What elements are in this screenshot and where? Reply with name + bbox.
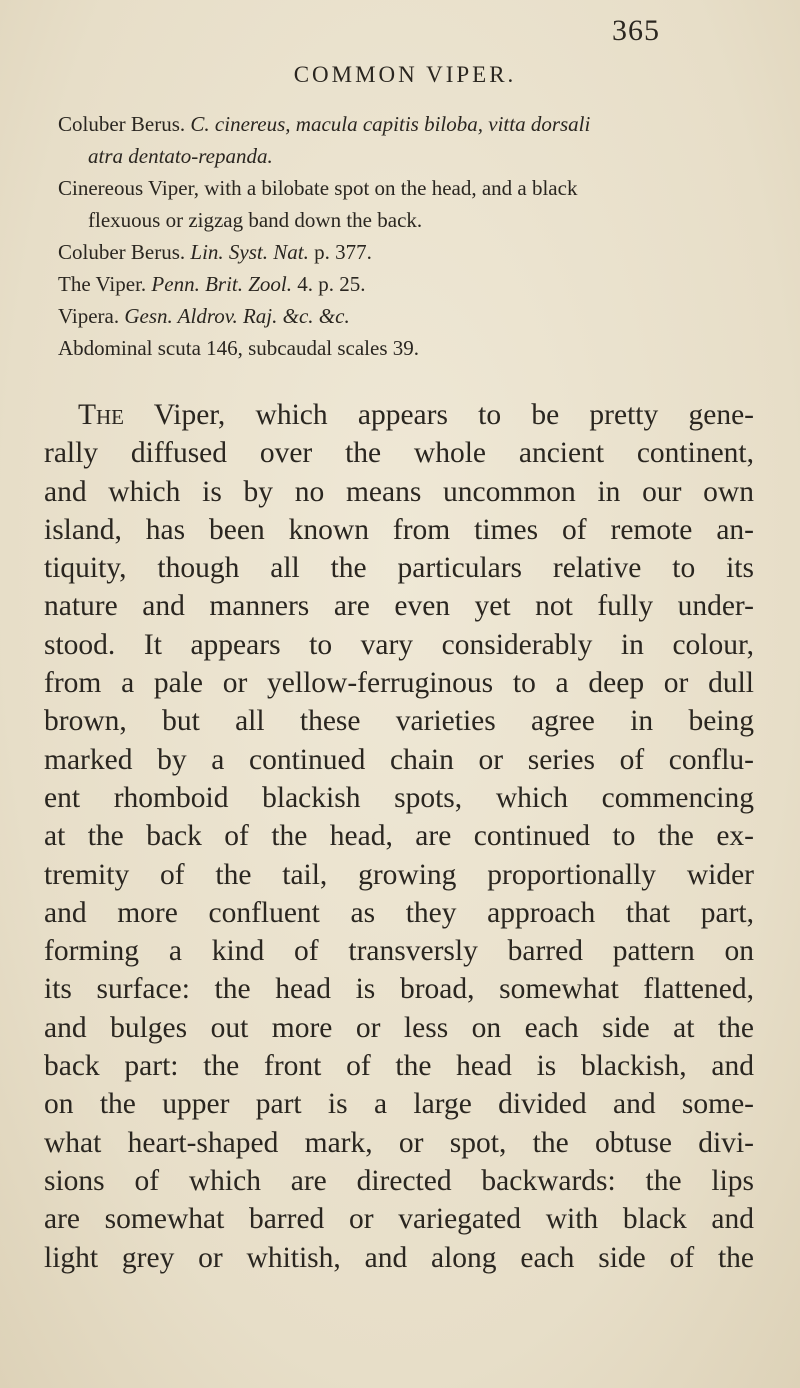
body-line: island, has been known from times of remote an- xyxy=(44,513,754,546)
synonymy-block xyxy=(44,108,764,364)
roman-text: 4. p. 25. xyxy=(292,272,366,296)
roman-text: The Viper. xyxy=(58,272,147,296)
roman-text: Coluber Berus. xyxy=(58,112,186,136)
drop-word: The xyxy=(78,399,125,431)
body-line: marked by a continued chain or series of conflu- xyxy=(44,743,754,776)
roman-text: Abdominal scuta 146, subcaudal scales 39. xyxy=(58,336,419,360)
body-line: rally diffused over the whole ancient continent, xyxy=(44,437,754,470)
synonymy-line xyxy=(44,268,764,300)
body-line: and bulges out more or less on each side at the xyxy=(44,1011,754,1044)
body-line: forming a kind of transversly barred pattern on xyxy=(44,935,754,968)
synonymy-line xyxy=(44,172,764,204)
synonymy-line xyxy=(44,236,764,268)
body-line xyxy=(44,396,754,434)
roman-text: Coluber Berus. xyxy=(58,240,186,264)
body-line: what heart-shaped mark, or spot, the obtuse divi- xyxy=(44,1126,754,1159)
body-line: and more confluent as they approach that part, xyxy=(44,896,754,929)
roman-text: p. 377. xyxy=(308,240,372,264)
body-line: nature and manners are even yet not fully under- xyxy=(44,590,754,623)
body-line: at the back of the head, are continued to the ex- xyxy=(44,820,754,853)
body-line: sions of which are directed backwards: the lips xyxy=(44,1164,754,1197)
italic-citation: atra dentato-repanda. xyxy=(88,144,273,168)
page-number: 365 xyxy=(612,14,660,47)
running-head: COMMON VIPER. xyxy=(293,62,517,87)
synonymy-line xyxy=(44,204,764,236)
body-line: light grey or whitish, and along each side of the xyxy=(44,1241,754,1274)
italic-citation: C. cinereus, macula capitis biloba, vitta dorsali xyxy=(185,112,591,136)
italic-citation: Lin. Syst. Nat. xyxy=(185,240,309,264)
body-line: from a pale or yellow-ferruginous to a deep or dull xyxy=(44,667,754,700)
roman-text: Vipera. xyxy=(58,304,120,328)
body-line: are somewhat barred or variegated with black and xyxy=(44,1203,754,1236)
body-line: on the upper part is a large divided and some- xyxy=(44,1088,754,1121)
body-line: tremity of the tail, growing proportionally wider xyxy=(44,858,754,891)
body-line: back part: the front of the head is blackish, and xyxy=(44,1050,754,1083)
synonymy-line xyxy=(44,332,764,364)
body-line: stood. It appears to vary considerably in colour, xyxy=(44,628,754,661)
italic-citation: Penn. Brit. Zool. xyxy=(146,272,293,296)
synonymy-line xyxy=(44,300,764,332)
body-line: tiquity, though all the particulars relative to its xyxy=(44,552,754,585)
first-line-text: Viper, which appears to be pretty gene- xyxy=(124,399,754,431)
body-line: ent rhomboid blackish spots, which commencing xyxy=(44,781,754,814)
body-line: and which is by no means uncommon in our own xyxy=(44,475,754,508)
synonymy-line xyxy=(44,140,764,172)
body-line: brown, but all these varieties agree in being xyxy=(44,705,754,738)
roman-text: Cinereous Viper, with a bilobate spot on the head, and a black xyxy=(58,176,578,200)
roman-text: flexuous or zigzag band down the back. xyxy=(88,208,423,232)
body-text xyxy=(44,396,754,1277)
body-line: its surface: the head is broad, somewhat flattened, xyxy=(44,973,754,1006)
synonymy-line xyxy=(44,108,764,140)
italic-citation: Gesn. Aldrov. Raj. &c. &c. xyxy=(119,304,350,328)
